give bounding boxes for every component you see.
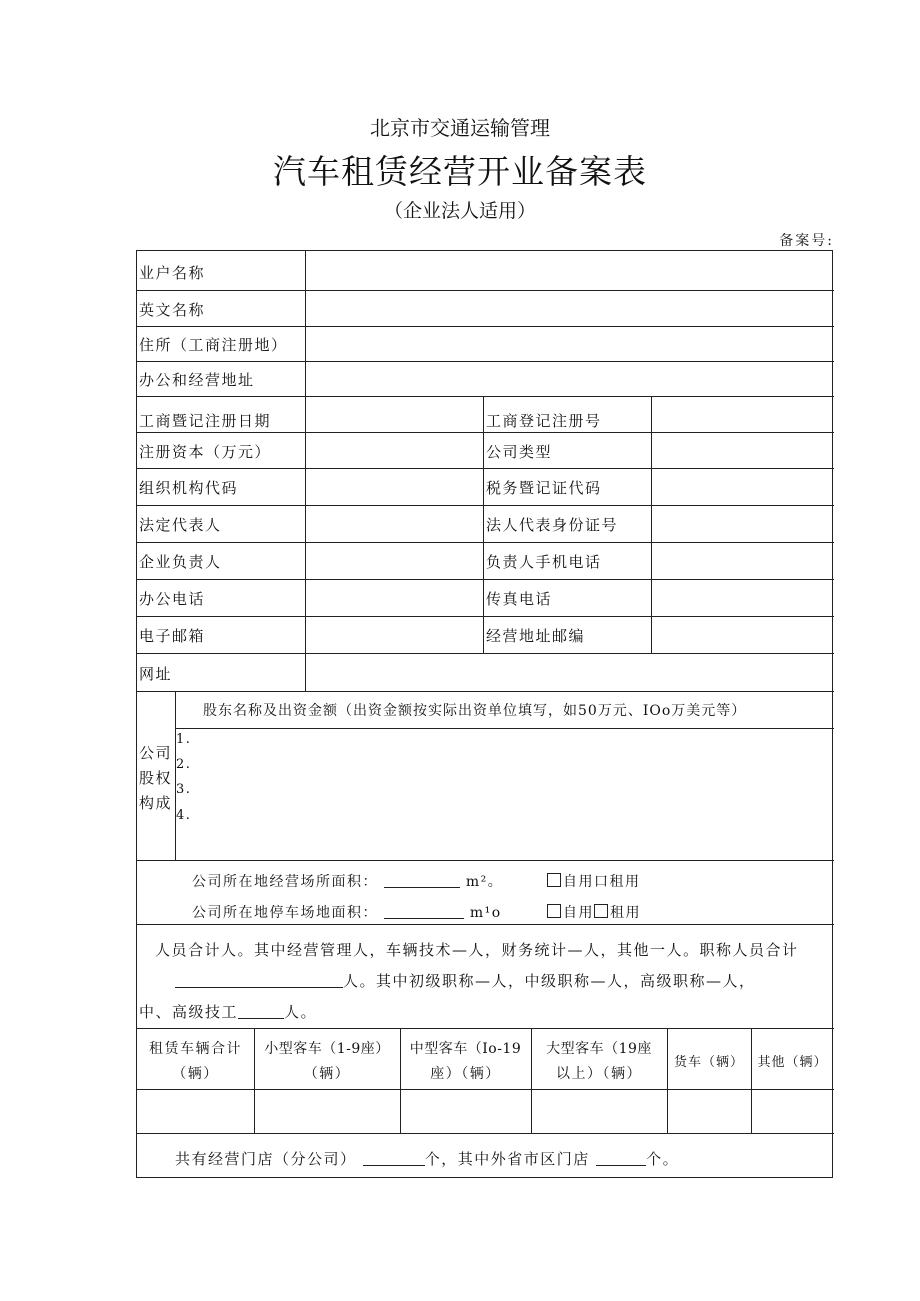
technician-blank[interactable] bbox=[238, 1004, 284, 1019]
col-divider bbox=[751, 1028, 752, 1133]
label-manager-phone: 负责人手机电话 bbox=[486, 553, 602, 571]
equity-item: 3. bbox=[176, 782, 192, 797]
staff-line-3-suffix: 人。 bbox=[284, 1003, 318, 1021]
label-manager: 企业负责人 bbox=[139, 553, 222, 571]
office-area-blank[interactable] bbox=[384, 873, 460, 888]
label-office-phone: 办公电话 bbox=[139, 590, 206, 608]
equity-item: 1. bbox=[176, 732, 192, 747]
store-count-blank[interactable] bbox=[363, 1151, 425, 1166]
label-fax: 传真电话 bbox=[486, 590, 553, 608]
label-registration-number: 工商登记注册号 bbox=[486, 412, 602, 430]
filing-form-table bbox=[136, 250, 833, 1178]
row-divider bbox=[137, 396, 834, 397]
titled-staff-blank[interactable] bbox=[175, 973, 343, 988]
parking-area-label: 公司所在地停车场地面积： bbox=[192, 905, 378, 921]
parking-rent-label: 租用 bbox=[610, 905, 641, 921]
office-area-unit: m²。 bbox=[465, 874, 504, 890]
header-other-vehicles: 其他（辆） bbox=[757, 1055, 828, 1070]
parking-rent-checkbox[interactable] bbox=[594, 904, 608, 918]
row-divider bbox=[137, 579, 834, 580]
header-small-bus-unit: （辆） bbox=[303, 1066, 351, 1082]
col-divider bbox=[305, 396, 306, 653]
label-business-name: 业户名称 bbox=[139, 264, 206, 282]
row-divider bbox=[137, 432, 834, 433]
header-total-vehicles: 租赁车辆合计 bbox=[149, 1041, 242, 1057]
row-divider bbox=[137, 1133, 834, 1134]
equity-label-line1: 公司 bbox=[139, 744, 173, 762]
label-legal-representative: 法定代表人 bbox=[139, 516, 222, 534]
row-divider bbox=[137, 924, 834, 925]
header-medium-bus: 中型客车（Io-19 bbox=[409, 1041, 522, 1057]
filing-number-label: 备案号: bbox=[779, 233, 834, 249]
equity-header: 股东名称及出资金额（出资金额按实际出资单位填写，如50万元、IOo万美元等） bbox=[203, 703, 747, 719]
header-small-bus: 小型客车（1-9座） bbox=[264, 1041, 390, 1057]
office-area-label: 公司所在地经营场所面积： bbox=[192, 874, 378, 890]
header-medium-bus-unit: 座）（辆） bbox=[430, 1066, 501, 1082]
col-divider bbox=[651, 396, 652, 653]
staff-line-2-text: 人。其中初级职称—人，中级职称—人，高级职称—人， bbox=[343, 972, 756, 990]
col-divider bbox=[483, 396, 484, 653]
col-divider bbox=[305, 251, 306, 396]
col-divider bbox=[667, 1028, 668, 1133]
label-registered-capital: 注册资本（万元） bbox=[139, 443, 272, 461]
row-divider bbox=[137, 505, 834, 506]
row-divider bbox=[137, 860, 834, 861]
label-office-address: 办公和经营地址 bbox=[139, 371, 255, 389]
header-large-bus: 大型客车（19座 bbox=[546, 1041, 652, 1057]
row-divider bbox=[137, 361, 834, 362]
agency-title: 北京市交通运输管理 bbox=[370, 116, 550, 140]
row-divider bbox=[137, 290, 834, 291]
col-divider bbox=[175, 691, 176, 860]
label-website: 网址 bbox=[139, 665, 173, 683]
header-total-vehicles-unit: （辆） bbox=[172, 1066, 219, 1082]
row-divider bbox=[175, 728, 834, 729]
office-usage-options bbox=[547, 871, 641, 891]
row-divider bbox=[137, 653, 834, 654]
label-tax-code: 税务暨记证代码 bbox=[486, 479, 602, 497]
label-registration-date: 工商暨记注册日期 bbox=[139, 412, 272, 430]
stores-prefix: 共有经营门店（分公司） bbox=[175, 1150, 357, 1168]
row-divider bbox=[137, 1089, 834, 1090]
staff-line-2 bbox=[175, 970, 756, 991]
equity-item: 2. bbox=[176, 757, 192, 772]
parking-usage-options bbox=[547, 902, 641, 922]
parking-area-row bbox=[192, 902, 502, 922]
parking-self-use-checkbox[interactable] bbox=[547, 904, 561, 918]
label-org-code: 组织机构代码 bbox=[139, 479, 239, 497]
row-divider bbox=[137, 542, 834, 543]
stores-middle: 个，其中外省市区门店 bbox=[424, 1150, 590, 1168]
header-trucks: 货车（辆） bbox=[673, 1055, 744, 1070]
label-legal-rep-id: 法人代表身份证号 bbox=[486, 516, 619, 534]
label-company-type: 公司类型 bbox=[486, 443, 553, 461]
office-area-row bbox=[192, 871, 503, 891]
row-divider bbox=[137, 691, 834, 692]
label-email: 电子邮箱 bbox=[139, 627, 206, 645]
col-divider bbox=[305, 653, 306, 691]
form-title: 汽车租赁经营开业备案表 bbox=[273, 152, 647, 191]
equity-label-line3: 构成 bbox=[139, 794, 173, 812]
office-self-use-label: 自用 bbox=[563, 874, 594, 890]
equity-label-line2: 股权 bbox=[139, 769, 173, 787]
staff-line-3 bbox=[139, 1001, 317, 1022]
form-subtitle: （企业法人适用） bbox=[383, 200, 536, 222]
label-postcode: 经营地址邮编 bbox=[486, 627, 586, 645]
row-divider bbox=[137, 1028, 834, 1029]
label-english-name: 英文名称 bbox=[139, 301, 206, 319]
stores-suffix: 个。 bbox=[646, 1150, 680, 1168]
parking-self-use-label: 自用 bbox=[563, 905, 594, 921]
header-large-bus-unit: 以上）（辆） bbox=[556, 1066, 642, 1082]
parking-area-blank[interactable] bbox=[384, 904, 464, 919]
office-self-use-checkbox[interactable] bbox=[547, 873, 561, 887]
staff-line-1: 人员合计人。其中经营管理人，车辆技术—人，财务统计—人，其他一人。职称人员合计 bbox=[155, 941, 799, 959]
label-registered-address: 住所（工商注册地） bbox=[139, 336, 288, 354]
row-divider bbox=[137, 616, 834, 617]
stores-row bbox=[175, 1148, 679, 1169]
parking-area-unit: m¹o bbox=[469, 905, 502, 921]
row-divider bbox=[137, 326, 834, 327]
external-store-count-blank[interactable] bbox=[596, 1151, 646, 1166]
row-divider bbox=[137, 468, 834, 469]
staff-line-3-prefix: 中、高级技工 bbox=[139, 1003, 239, 1021]
office-rent-label: 口租用 bbox=[594, 874, 641, 890]
equity-item: 4. bbox=[176, 808, 192, 823]
